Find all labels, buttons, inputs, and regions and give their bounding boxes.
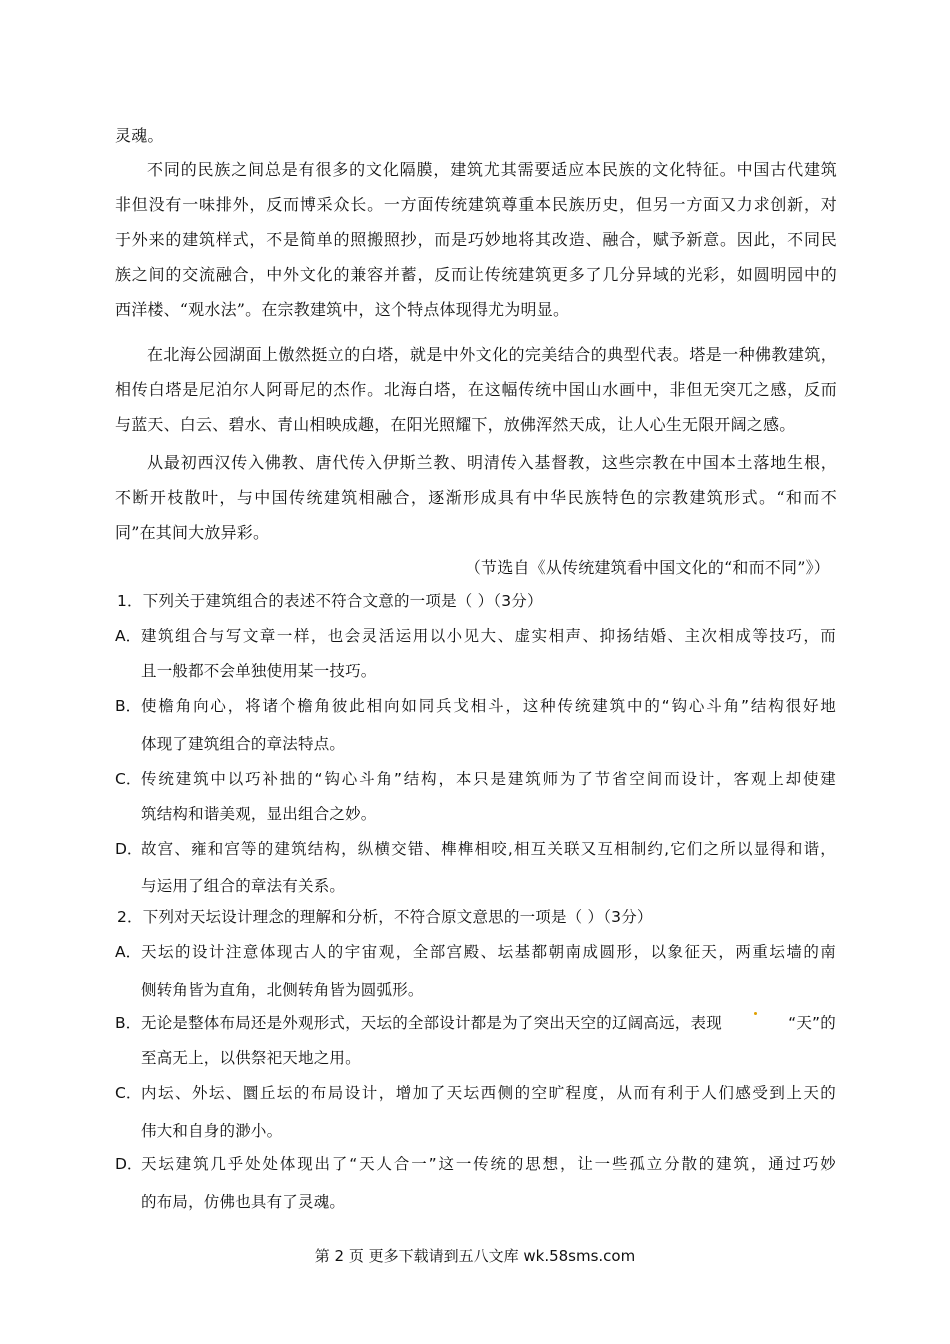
option-text: 的布局，仿佛也具有了灵魂。 bbox=[141, 1193, 346, 1211]
option-text bbox=[141, 1012, 836, 1034]
option-letter: B． bbox=[115, 697, 142, 715]
passage-line: 相传白塔是尼泊尔人阿哥尼的杰作。北海白塔，在这幅传统中国山水画中，非但无突兀之感，反而 bbox=[115, 380, 837, 399]
option-text-part: “天”的 bbox=[788, 1014, 836, 1032]
option-text: 使檐角向心，将诸个檐角彼此相向如同兵戈相斗，这种传统建筑中的“钩心斗角”结构很好地 bbox=[141, 697, 836, 715]
option-text: 至高无上，以供祭祀天地之用。 bbox=[141, 1049, 361, 1067]
passage-line: 从最初西汉传入佛教、唐代传入伊斯兰教、明清传入基督教，这些宗教在中国本土落地生根， bbox=[147, 453, 837, 472]
option-text: 筑结构和谐美观，显出组合之妙。 bbox=[141, 805, 377, 823]
option-text: 故宫、雍和宫等的建筑结构，纵横交错、榫榫相咬,相互关联又互相制约,它们之所以显得和谐， bbox=[141, 840, 836, 858]
option-text: 侧转角皆为直角，北侧转角皆为圆弧形。 bbox=[141, 981, 424, 999]
option-text: 天坛建筑几乎处处体现出了“天人合一”这一传统的思想，让一些孤立分散的建筑，通过巧妙 bbox=[141, 1155, 836, 1173]
passage-line: 不同的民族之间总是有很多的文化隔膜，建筑尤其需要适应本民族的文化特征。中国古代建筑 bbox=[147, 160, 837, 179]
option-letter: D． bbox=[115, 840, 143, 858]
passage-line: 于外来的建筑样式，不是简单的照搬照抄，而是巧妙地将其改造、融合，赋予新意。因此，不同民 bbox=[115, 230, 837, 249]
option-letter: C． bbox=[115, 1084, 142, 1102]
question-stem: 1．下列关于建筑组合的表述不符合文意的一项是（ ）（3分） bbox=[117, 592, 543, 610]
option-text: 体现了建筑组合的章法特点。 bbox=[141, 735, 346, 753]
page-footer: 第 2 页 更多下载请到五八文库 wk.58sms.com bbox=[314, 1247, 636, 1265]
option-letter: A． bbox=[115, 943, 142, 961]
option-text: 建筑组合与写文章一样，也会灵活运用以小见大、虚实相声、抑扬结婚、主次相成等技巧，而 bbox=[141, 627, 836, 645]
option-text: 伟大和自身的渺小。 bbox=[141, 1122, 283, 1140]
passage-line: 族之间的交流融合，中外文化的兼容并蓄，反而让传统建筑更多了几分异域的光彩，如圆明园中的 bbox=[115, 265, 837, 284]
highlight-mark bbox=[754, 1012, 757, 1015]
option-text-part: 无论是整体布局还是外观形式，天坛的全部设计都是为了突出天空的辽阔高远，表现 bbox=[141, 1014, 722, 1032]
passage-source: （节选自《从传统建筑看中国文化的“和而不同”》） bbox=[464, 558, 830, 577]
passage-line: 灵魂。 bbox=[115, 126, 164, 145]
option-text: 与运用了组合的章法有关系。 bbox=[141, 877, 346, 895]
option-letter: C． bbox=[115, 770, 142, 788]
passage-line: 非但没有一味排外，反而博采众长。一方面传统建筑尊重本民族历史，但另一方面又力求创新，对 bbox=[115, 195, 837, 214]
passage-line: 同”在其间大放异彩。 bbox=[115, 523, 270, 542]
option-text: 且一般都不会单独使用某一技巧。 bbox=[141, 662, 377, 680]
option-letter: A． bbox=[115, 627, 142, 645]
passage-line: 在北海公园湖面上傲然挺立的白塔，就是中外文化的完美结合的典型代表。塔是一种佛教建筑， bbox=[147, 345, 837, 364]
question-stem: 2．下列对天坛设计理念的理解和分析，不符合原文意思的一项是（ ）（3分） bbox=[117, 908, 653, 926]
option-letter: D． bbox=[115, 1155, 143, 1173]
passage-line: 与蓝天、白云、碧水、青山相映成趣，在阳光照耀下，放佛浑然天成，让人心生无限开阔之感。 bbox=[115, 415, 796, 434]
passage-line: 西洋楼、“观水法”。在宗教建筑中，这个特点体现得尤为明显。 bbox=[115, 300, 570, 319]
passage-line: 不断开枝散叶，与中国传统建筑相融合，逐渐形成具有中华民族特色的宗教建筑形式。“和而不 bbox=[115, 488, 837, 507]
option-text: 内坛、外坛、圜丘坛的布局设计，增加了天坛西侧的空旷程度，从而有利于人们感受到上天的 bbox=[141, 1084, 836, 1102]
option-text: 天坛的设计注意体现古人的宇宙观，全部宫殿、坛基都朝南成圆形，以象征天，两重坛墙的南 bbox=[141, 943, 836, 961]
option-text: 传统建筑中以巧补拙的“钩心斗角”结构，本只是建筑师为了节省空间而设计，客观上却使建 bbox=[141, 770, 836, 788]
option-letter: B． bbox=[115, 1014, 142, 1032]
